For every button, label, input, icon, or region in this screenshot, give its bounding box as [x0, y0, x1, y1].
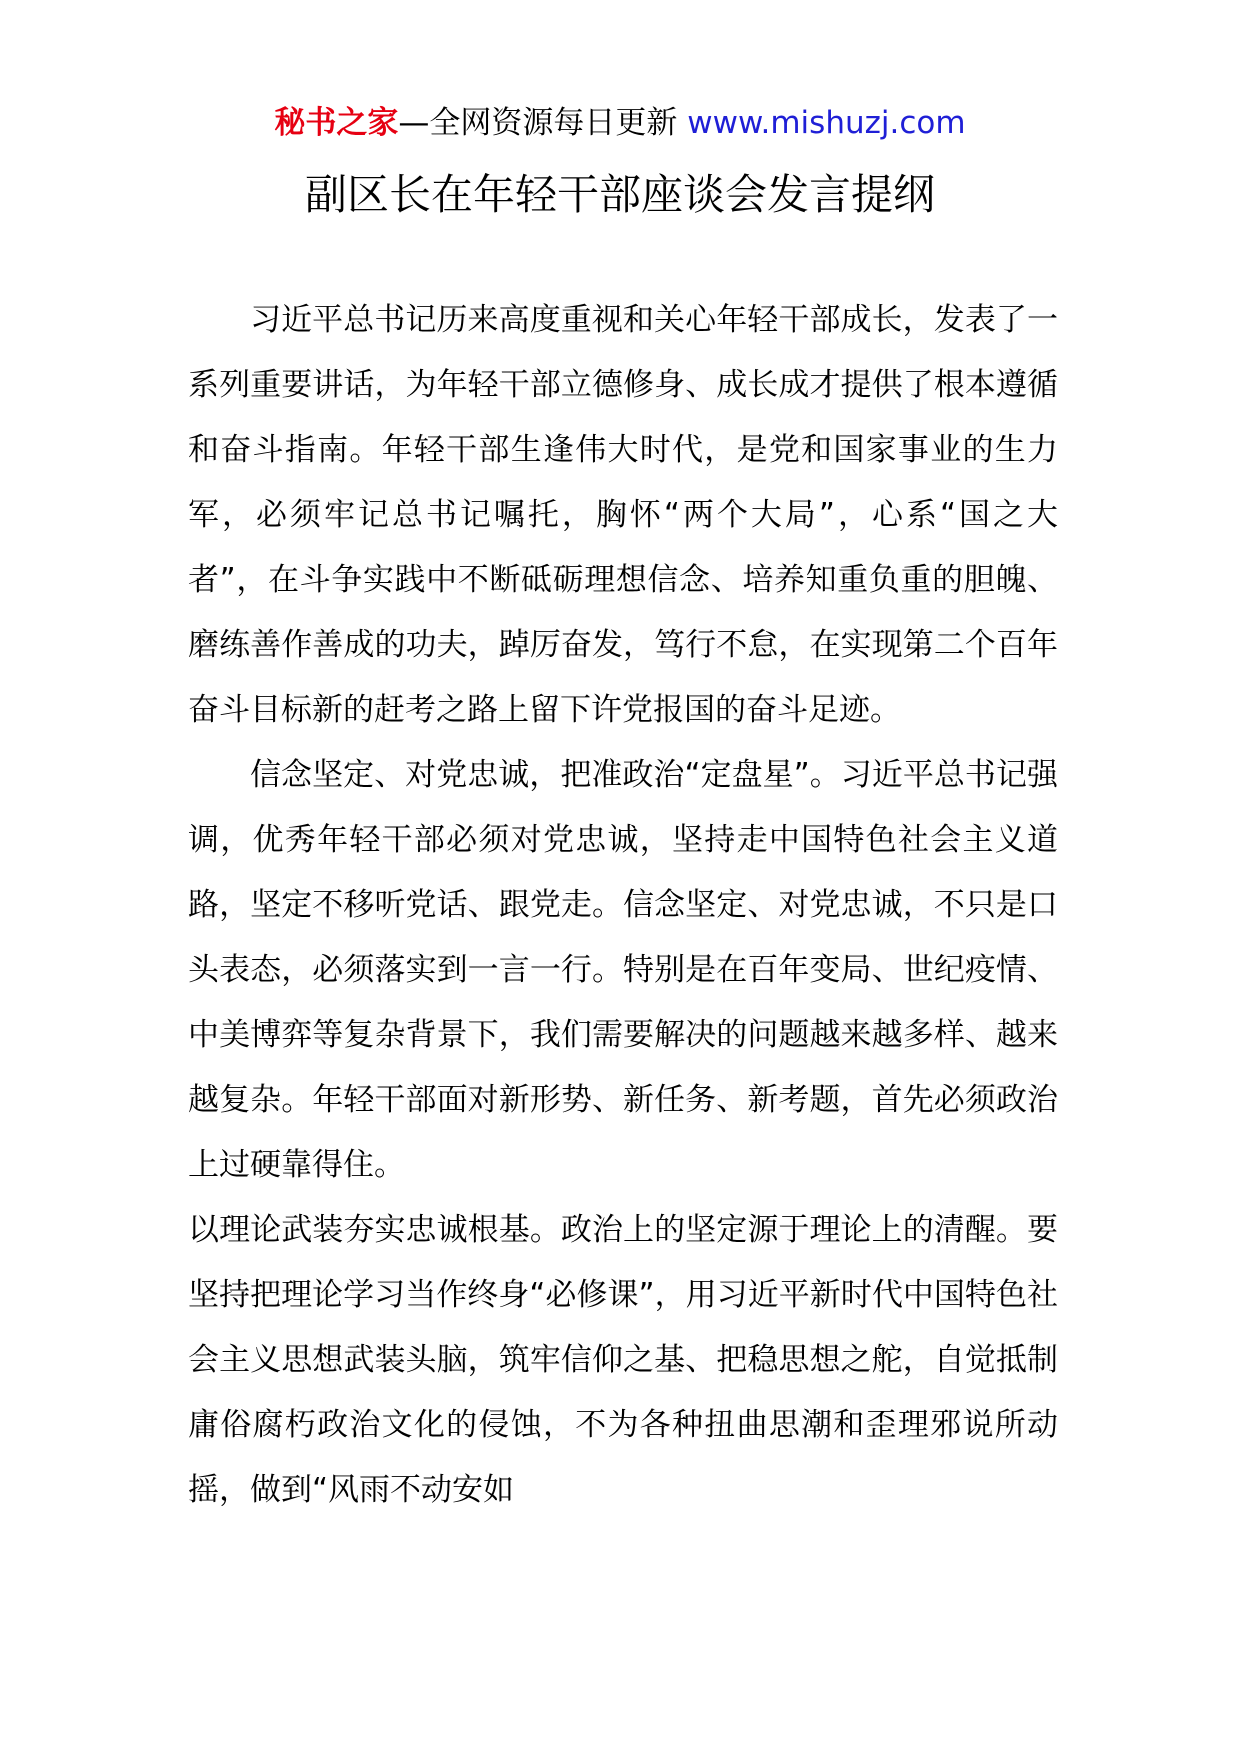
document-body: [188, 288, 1058, 1523]
site-url-link[interactable]: www.mishuzj.com: [687, 105, 966, 141]
paragraph-section-1: 信念坚定、对党忠诚，把准政治“定盘星”。习近平总书记强调，优秀年轻干部必须对党忠诚，坚持走中国特色社会主义道路，坚定不移听党话、跟党走。信念坚定、对党忠诚，不只是口头表态，必须落实到一言一行。特别是在百年变局、世纪疫情、中美博弈等复杂背景下，我们需要解决的问题越来越多样、越来越复杂。年轻干部面对新形势、新任务、新考题，首先必须政治上过硬靠得住。: [188, 757, 1058, 1183]
site-brand: 秘书之家: [274, 105, 399, 141]
paragraph-intro: 习近平总书记历来高度重视和关心年轻干部成长，发表了一系列重要讲话，为年轻干部立德修身、成长成才提供了根本遵循和奋斗指南。年轻干部生逢伟大时代，是党和国家事业的生力军，必须牢记总书记嘱托，胸怀“两个大局”，心系“国之大者”，在斗争实践中不断砥砺理想信念、培养知重负重的胆魄、磨练善作善成的功夫，踔厉奋发，笃行不怠，在实现第二个百年奋斗目标新的赶考之路上留下许党报国的奋斗足迹。: [188, 302, 1058, 728]
site-header: [0, 100, 1240, 146]
site-tagline: —全网资源每日更新: [398, 105, 688, 141]
document-title: 副区长在年轻干部座谈会发言提纲: [304, 170, 935, 219]
paragraph-theory: 以理论武装夯实忠诚根基。政治上的坚定源于理论上的清醒。要坚持把理论学习当作终身“必修课”，用习近平新时代中国特色社会主义思想武装头脑，筑牢信仰之基、把稳思想之舵，自觉抵制庸俗腐朽政治文化的侵蚀，不为各种扭曲思潮和歪理邪说所动摇，做到“风雨不动安如: [188, 1212, 1058, 1508]
